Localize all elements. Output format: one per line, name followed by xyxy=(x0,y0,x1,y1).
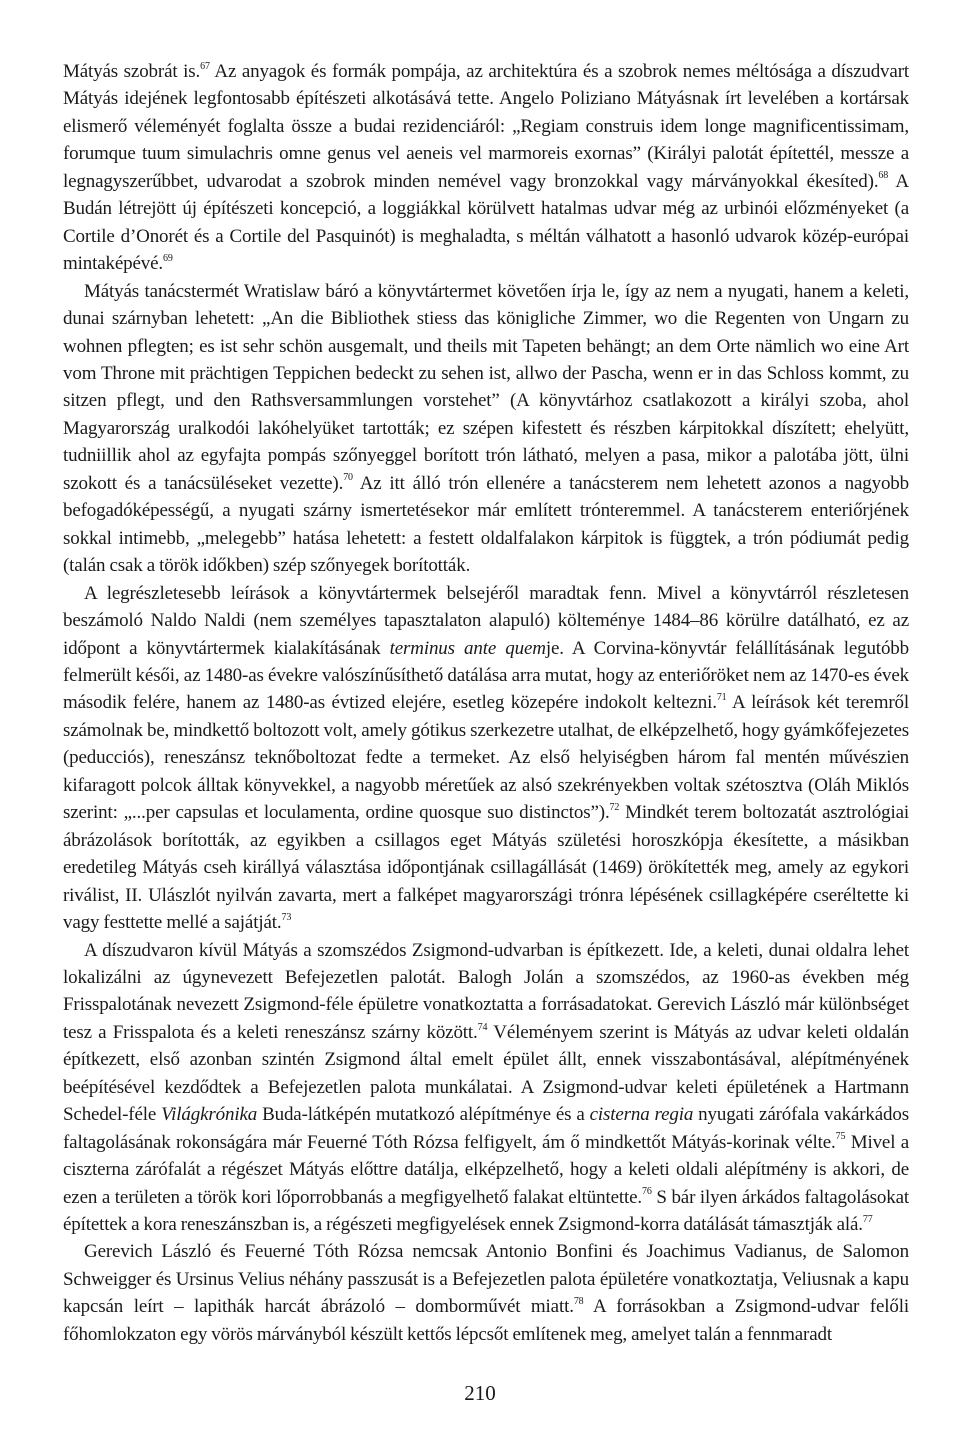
text-run: je. A Corvina-könyvtár felállításának legutóbb felmerült késői, az 1480-as évekre valószínűsíthető datálása arra mutat, hogy az enteriőröket nem az 1470-es évek második felére, hanem az 1480-as évtized elejére, esetleg közepére indokolt keltezni. xyxy=(63,637,909,714)
page-number: 210 xyxy=(464,1381,496,1405)
text-run: A Budán létrejött új építészeti koncepció, a loggiákkal körülvett hatalmas udvar még az urbinói előzményeket (a Cortile d’Onorét és a Cortile del Pasquinót) is meghaladta, s méltán válhatott a hasonló udvarok közép-európai mintaképévé. xyxy=(63,170,909,275)
footnote-ref: 72 xyxy=(609,801,620,813)
text-run: nyugati zárófala vakárkádos faltagolásának rokonságára már Feuerné Tóth Rózsa felfigyelt, ám ő mindkettőt Mátyás-korinak vélte. xyxy=(63,1104,909,1153)
footnote-ref: 73 xyxy=(281,911,292,923)
footnote-ref: 71 xyxy=(716,692,727,704)
paragraph xyxy=(63,937,909,1239)
paragraph xyxy=(63,278,909,580)
footnote-ref: 78 xyxy=(573,1296,584,1308)
text-run: Mindkét terem boltozatát asztrológiai ábrázolások borították, az egyikben a csillagos eget Mátyás születési horoszkópja ékesítette, a másikban eredetileg Mátyás cseh királlyá választása időpontjának csillagállását (1469) örökítették meg, amely az egykori riválist, II. Ulászlót nyilván zavarta, mert a falképet magyarországi trónra lépésének csillagképére cseréltette ki vagy festtette mellé a sajátját. xyxy=(63,802,909,934)
paragraph xyxy=(63,58,909,278)
text-run: A leírások két teremről számolnak be, mindkettő boltozott volt, amely gótikus szerkezetre utalhat, de elképzelhető, hogy gyámkőfejezetes (peducciós), reneszánsz teknőboltozat fedte a termeket. Az első helyiségben három fal mentén művészien kifaragott polcok álltak könyvekkel, a nagyobb méretűek az alsó szekrényekben voltak szétosztva (Oláh Miklós szerint: „...per capsulas et loculamenta, ordine quosque suo distinctos”). xyxy=(63,692,909,824)
text-run: Véleményem szerint is Mátyás az udvar keleti oldalán építkezett, első azonban szintén Zsigmond által emelt épület állt, ennek visszabontásával, alépítményének beépítésével kezdődtek a Befejezetlen palota munkálatai. A Zsigmond-udvar keleti épületének a Hartmann Schedel-féle xyxy=(63,1021,909,1126)
text-run: Mivel a ciszterna zárófalát a régészet Mátyás előttre datálja, elképzelhető, hogy a keleti oldali alépítmény is akkori, de ezen a területen a török kori lőporrobbanás a megfigyelhető falakat eltüntette. xyxy=(63,1131,909,1208)
footnote-ref: 77 xyxy=(862,1213,873,1225)
italic-text: Világkrónika xyxy=(161,1104,258,1126)
text-run: S bár ilyen árkádos faltagolásokat építettek a kora reneszánszban is, a régészeti megfigyelések ennek Zsigmond-korra datálását támasztják alá. xyxy=(63,1186,909,1236)
text-run: Az anyagok és formák pompája, az architektúra és a szobrok nemes méltósága a díszudvart Mátyás idejének legfontosabb építészeti alkotásává tette. Angelo Poliziano Mátyásnak írt levelében a kortársak elismerő véleményét foglalta össze a budai rezidenciáról: „Regiam construis idem longe magnificentissimam, forumque tuum simulachris omne genus vel aeneis vel marmoreis exornas” (Királyi palotát építettél, messze a legnagyszerűbbet, udvarodat a szobrok minden nemével vagy bronzokkal vagy márványokkal ékesíted). xyxy=(63,61,909,192)
italic-text: cisterna regia xyxy=(589,1104,694,1126)
text-run: Gerevich László és Feuerné Tóth Rózsa nemcsak Antonio Bonfini és Joachimus Vadianus, de Salomon Schweigger és Ursinus Velius néhány passzusát is a Befejezetlen palota épületére vonatkoztatja, Veliusnak a kapu kapcsán leírt – lapithák harcát ábrázoló – domborművét miatt. xyxy=(63,1241,909,1318)
footnote-ref: 67 xyxy=(200,60,210,72)
text-run: Buda-látképén mutatkozó alépítménye és a xyxy=(257,1104,590,1126)
text-run: Mátyás szobrát is. xyxy=(63,61,201,82)
paragraph xyxy=(63,1238,909,1348)
footnote-ref: 68 xyxy=(878,170,889,182)
footnote-ref: 70 xyxy=(343,472,353,484)
text-run: Mátyás tanácstermét Wratislaw báró a könyvtártermet követően írja le, így az nem a nyugati, hanem a keleti, dunai szárnyban lehetett: „An die Bibliothek stiess das königliche Zimmer, wo die Regenten von Ungarn zu wohnen pflegten; es ist sehr schön ausgemalt, und theils mit Tapeten behängt; an dem Orte nämlich wo eine Art vom Throne mit prächtigen Teppichen bedeckt zu sehen ist, allwo der Pascha, wenn er in das Schloss kommt, zu sitzen pflegt, und den Rathsversammlungen vorstehet” (A könyvtárhoz csatlakozott a királyi szoba, ahol Magyarország uralkodói lakóhelyüket tartották; ez szépen kifestett és részben kárpitokkal díszített; ehelyütt, tudniillik ahol az egyfajta pompás szőnyeggel borított trón látható, melyen a pasa, mikor a palotába jött, ülni szokott és a tanácsüléseket vezette). xyxy=(63,280,909,494)
text-run: A forrásokban a Zsigmond-udvar felőli főhomlokzaton egy vörös márványból készült kettős lépcsőt említenek meg, amelyet talán a fennmaradt xyxy=(63,1296,909,1345)
text-run: A legrészletesebb leírások a könyvtártermek belsejéről maradtak fenn. Mivel a könyvtárról részletesen beszámoló Naldo Naldi (nem személyes tapasztalaton alapuló) költeménye 1484–86 körülre datálható, ez az időpont a könyvtártermek kialakításának xyxy=(63,582,909,659)
italic-text: terminus ante quem xyxy=(389,637,546,659)
paragraph xyxy=(63,580,909,937)
footnote-ref: 76 xyxy=(642,1186,652,1198)
text-run: Az itt álló trón ellenére a tanácsterem nem lehetett azonos a nagyobb befogadóképességű, a nyugati szárny ismertetésekor már említett trónteremmel. A tanácsterem enteriőrjének sokkal intimebb, „melegebb” hatása lehetett: a festett oldalfalakon kárpitok is függtek, a trón pódiumát pedig (talán csak a török időkben) szép szőnyegek borították. xyxy=(63,472,909,577)
footnote-ref: 69 xyxy=(163,252,173,264)
footnote-ref: 75 xyxy=(835,1131,846,1143)
text-run: A díszudvaron kívül Mátyás a szomszédos Zsigmond-udvarban is építkezett. Ide, a keleti, dunai oldalra lehet lokalizálni az úgynevezett Befejezetlen palotát. Balogh Jolán a szomszédos, az 1960-as években még Frisspalotának nevezett Zsigmond-féle épületre vonatkoztatta a forrásadatokat. Gerevich László már különbséget tesz a Frisspalota és a keleti reneszánsz szárny között. xyxy=(63,939,909,1043)
body-text xyxy=(63,58,909,1348)
footnote-ref: 74 xyxy=(477,1021,488,1033)
